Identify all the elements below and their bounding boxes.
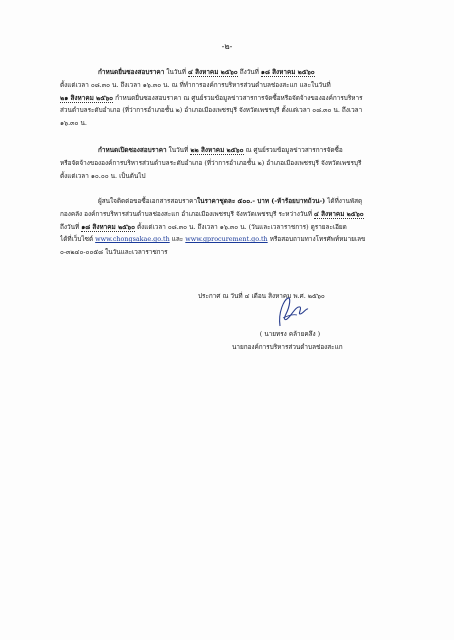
text-on-date: ในวันที่	[166, 68, 186, 76]
purchase-line-1-rest: ได้ที่งานพัสดุ	[327, 197, 363, 205]
purchase-line-2: กองคลัง องค์การบริหารส่วนตำบลช่องสะแก อำเภอเมืองเพชรบุรี จังหวัดเพชรบุรี ระหว่างวันที่	[60, 209, 312, 218]
submission-line-4: ส่วนตำบลระดับอำเภอ (ที่ว่าการอำเภอชั้น ๒) อำเภอเมืองเพชรบุรี จังหวัดเพชรบุรี ตั้งแต่เวลา ๐๘.๓๐ น. ถึงเวลา	[60, 106, 363, 115]
submission-paragraph	[60, 66, 410, 130]
purchase-paragraph	[60, 195, 410, 259]
submission-line-2: ตั้งแต่เวลา ๐๘.๓๐ น. ถึงเวลา ๑๖.๓๐ น. ณ ที่ทำการองค์การบริหารส่วนตำบลช่องสะแก และในวันที่	[60, 80, 331, 89]
signature	[250, 292, 320, 332]
phone-number-line: ๐-๓๒๔๐-๐๐๕๘ ในวันและเวลาราชการ	[60, 248, 168, 257]
website-link-chongsakae[interactable]: www.chongsakae.go.th	[95, 235, 170, 244]
announcement-date: ประกาศ ณ วันที่ ๔ เดือน สิงหาคม พ.ศ. ๒๕๖๐	[198, 292, 325, 300]
submission-start-date: ๔ สิงหาคม ๒๕๖๐	[188, 68, 238, 76]
opening-label: กำหนดเปิดซองสอบราคา	[98, 146, 167, 154]
opening-line-3: ตั้งแต่เวลา ๑๐.๐๐ น. เป็นต้นไป	[60, 171, 146, 180]
opening-paragraph	[60, 144, 410, 182]
text-until-date: ถึงวันที่	[239, 68, 259, 76]
signer-name: ( นายทรง คล้ายคลึง )	[259, 330, 321, 338]
opening-line-1-rest: ณ ศูนย์รวมข้อมูลข่าวสารการจัดซื้อ	[245, 146, 343, 154]
signer-title: นายกองค์การบริหารส่วนตำบลช่องสะแก	[232, 343, 343, 351]
purchase-end-date: ๑๘ สิงหาคม ๒๕๖๐	[81, 222, 135, 231]
handwritten-signature-icon	[250, 292, 320, 332]
submission-center-date: ๒๑ สิงหาคม ๒๕๖๐	[60, 93, 114, 102]
website-link-gprocurement[interactable]: www.gprocurement.go.th	[185, 235, 268, 244]
submission-line-3: กำหนดยื่นซองสอบราคา ณ ศูนย์รวมข้อมูลข่าวสารการจัดซื้อหรือจัดจ้างขององค์การบริหาร	[115, 93, 363, 102]
opening-date: ๒๒ สิงหาคม ๒๕๖๐	[190, 146, 244, 154]
purchase-start-date: ๔ สิงหาคม ๒๕๖๐	[314, 209, 364, 218]
document-price: ในราคาชุดละ ๕๐๐.- บาท (-ห้าร้อยบาทถ้วน-)	[197, 197, 326, 205]
purchase-line-3-rest: ตั้งแต่เวลา ๐๘.๓๐ น. ถึงเวลา ๑๖.๓๐ น. (วันและเวลาราชการ) ดูรายละเอียด	[137, 222, 347, 231]
submission-end-date: ๑๘ สิงหาคม ๒๕๖๐	[260, 68, 315, 76]
text-on-date: ในวันที่	[168, 146, 189, 154]
text-website: ได้ที่เว็บไซต์	[60, 235, 94, 244]
opening-line-2: หรือจัดจ้างขององค์การบริหารส่วนตำบลระดับอำเภอ (ที่ว่าการอำเภอชั้น ๒) อำเภอเมืองเพชรบุรี จังหวัดเพชรบุรี	[60, 158, 362, 167]
text-and: และ	[171, 235, 184, 244]
text-phone-inquiry: หรือสอบถามทางโทรศัพท์หมายเลข	[269, 235, 366, 244]
text-until-date: ถึงวันที่	[60, 222, 80, 231]
purchase-line-1: ผู้สนใจติดต่อขอซื้อเอกสารสอบราคา	[98, 197, 198, 205]
submission-label: กำหนดยื่นซองสอบราคา	[98, 68, 165, 76]
submission-line-5: ๑๖.๓๐ น.	[60, 119, 87, 128]
page-number: -๒-	[221, 42, 233, 51]
